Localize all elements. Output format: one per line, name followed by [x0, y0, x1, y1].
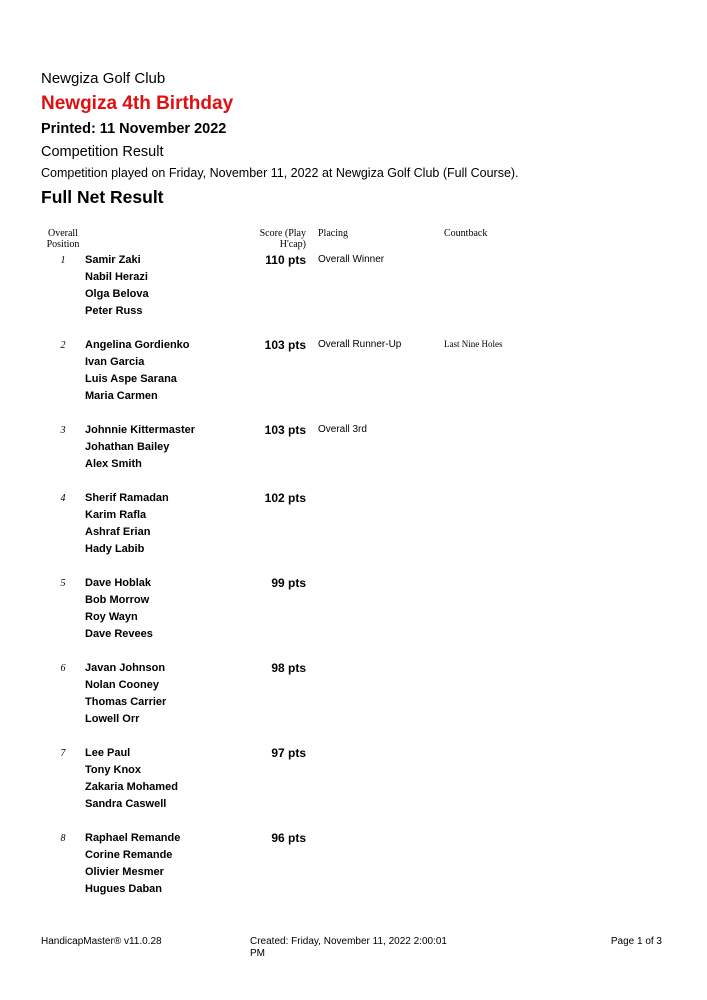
entry-names [85, 575, 153, 643]
player-name: Karim Rafla [85, 509, 147, 521]
entry-score: 96 pts [271, 831, 306, 845]
player-name: Olga Belova [85, 288, 149, 300]
entry-position: 1 [60, 255, 66, 266]
player-name: Johathan Bailey [85, 441, 170, 453]
player-name: Tony Knox [85, 764, 142, 776]
player-name: Javan Johnson [85, 662, 166, 674]
player-name: Johnnie Kittermaster [85, 424, 196, 436]
player-name: Sandra Caswell [85, 798, 167, 810]
player-name: Hugues Daban [85, 883, 163, 895]
result-entry [0, 745, 707, 830]
entry-score: 97 pts [271, 746, 306, 760]
result-entry [0, 660, 707, 745]
header-placing: Placing [318, 228, 348, 239]
player-name: Corine Remande [85, 849, 173, 861]
player-name: Ashraf Erian [85, 526, 151, 538]
entry-names [85, 660, 166, 728]
entry-score: 103 pts [264, 338, 306, 352]
entry-position: 7 [60, 748, 66, 759]
entry-names [85, 337, 190, 405]
header-countback: Countback [444, 228, 488, 239]
player-name: Roy Wayn [85, 611, 138, 623]
entry-names [85, 252, 149, 320]
entry-position: 8 [60, 833, 66, 844]
entry-placing: Overall 3rd [318, 424, 367, 435]
footer-created: Created: Friday, November 11, 2022 2:00:01 PM [250, 936, 447, 959]
player-name: Ivan Garcia [85, 356, 145, 368]
entry-names [85, 422, 195, 473]
player-name: Raphael Remande [85, 832, 181, 844]
footer-software: HandicapMaster® v11.0.28 [41, 936, 162, 947]
entry-placing: Overall Winner [318, 254, 385, 265]
player-name: Angelina Gordienko [85, 339, 190, 351]
player-name: Lowell Orr [85, 713, 140, 725]
player-name: Dave Hoblak [85, 577, 152, 589]
result-entry [0, 252, 707, 337]
player-name: Alex Smith [85, 458, 142, 470]
entry-score: 110 pts [265, 253, 306, 267]
entry-names [85, 830, 180, 898]
entry-score: 102 pts [264, 491, 306, 505]
player-name: Bob Morrow [85, 594, 150, 606]
result-entry [0, 337, 707, 422]
player-name: Lee Paul [85, 747, 131, 759]
result-label: Competition Result [41, 144, 164, 160]
entry-position: 2 [60, 340, 66, 351]
competition-title: Newgiza 4th Birthday [41, 93, 234, 114]
player-name: Olivier Mesmer [85, 866, 164, 878]
player-name: Zakaria Mohamed [85, 781, 178, 793]
entry-countback: Last Nine Holes [444, 339, 503, 349]
entry-names [85, 745, 178, 813]
player-name: Nolan Cooney [85, 679, 159, 691]
result-entry [0, 575, 707, 660]
player-name: Nabil Herazi [85, 271, 148, 283]
player-name: Dave Revees [85, 628, 153, 640]
printed-date: Printed: 11 November 2022 [41, 121, 227, 137]
result-entry [0, 830, 707, 915]
entry-score: 98 pts [271, 661, 306, 675]
footer-page-number: Page 1 of 3 [610, 936, 662, 947]
club-name: Newgiza Golf Club [41, 70, 166, 87]
player-name: Luis Aspe Sarana [85, 373, 177, 385]
competition-description: Competition played on Friday, November 11, 2022 at Newgiza Golf Club (Full Course). [41, 166, 519, 180]
entry-position: 6 [60, 663, 66, 674]
entry-score: 103 pts [264, 423, 306, 437]
player-name: Peter Russ [85, 305, 143, 317]
entry-score: 99 pts [271, 576, 306, 590]
entry-position: 3 [60, 425, 66, 436]
result-entry [0, 490, 707, 575]
player-name: Maria Carmen [85, 390, 158, 402]
entry-position: 5 [60, 578, 66, 589]
player-name: Samir Zaki [85, 254, 141, 266]
player-name: Hady Labib [85, 543, 145, 555]
header-score: Score (Play H'cap) [259, 228, 306, 250]
header-position: Overall Position [46, 228, 80, 250]
player-name: Sherif Ramadan [85, 492, 169, 504]
entry-placing: Overall Runner-Up [318, 339, 402, 350]
section-title: Full Net Result [41, 187, 164, 207]
entry-names [85, 490, 169, 558]
entry-position: 4 [60, 493, 66, 504]
player-name: Thomas Carrier [85, 696, 167, 708]
